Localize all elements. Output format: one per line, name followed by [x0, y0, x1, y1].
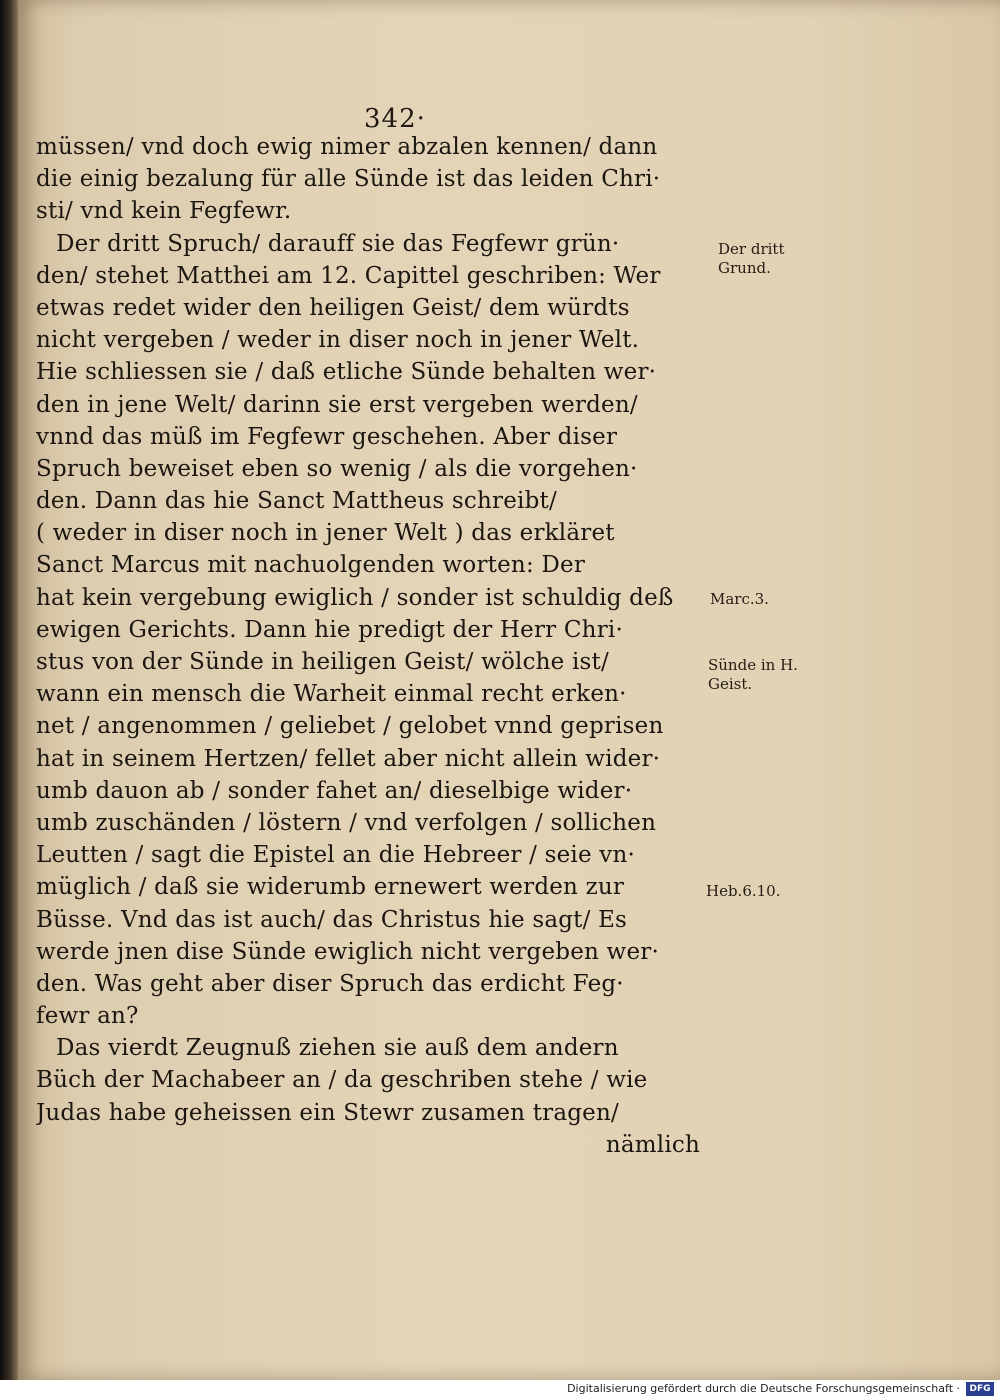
text-line: den. Dann das hie Sanct Mattheus schreibt/: [36, 488, 557, 515]
catchword: nämlich: [605, 1131, 700, 1158]
page-number: 342·: [364, 104, 426, 134]
margin-note-line: Sünde in H.: [708, 656, 798, 674]
text-line: hat kein vergebung ewiglich / sonder ist schuldig deß: [36, 584, 674, 611]
margin-note-line: Der dritt: [718, 240, 785, 258]
digitization-footer: [0, 1380, 1000, 1400]
text-line: sti/ vnd kein Fegfewr.: [36, 198, 292, 225]
text-line: umb dauon ab / sonder fahet an/ dieselbige wider·: [36, 777, 633, 804]
margin-note-line: Geist.: [708, 675, 753, 693]
text-line: den in jene Welt/ darinn sie erst vergeben werden/: [36, 391, 638, 418]
text-line: Sanct Marcus mit nachuolgenden worten: Der: [36, 552, 586, 579]
margin-note-line: Heb.6.10.: [706, 882, 781, 900]
text-line: Leutten / sagt die Epistel an die Hebreer / seie vn·: [36, 842, 635, 869]
text-line: vnnd das müß im Fegfewr geschehen. Aber diser: [36, 423, 618, 450]
margin-note-line: Marc.3.: [710, 590, 769, 608]
margin-note-dritt-grund: [718, 240, 784, 278]
text-line: Das vierdt Zeugnuß ziehen sie auß dem andern: [56, 1035, 619, 1062]
funding-credit: Digitalisierung gefördert durch die Deutsche Forschungsgemeinschaft ·: [567, 1382, 960, 1395]
text-line: stus von der Sünde in heiligen Geist/ wölche ist/: [36, 649, 609, 675]
text-line: ( weder in diser noch in jener Welt ) das erkläret: [36, 520, 615, 547]
text-line: Hie schliessen sie / daß etliche Sünde behalten wer·: [36, 359, 657, 386]
text-line: ewigen Gerichts. Dann hie predigt der Herr Chri·: [36, 616, 623, 643]
text-line: umb zuschänden / löstern / vnd verfolgen / sollichen: [36, 809, 657, 836]
margin-note-line: Grund.: [718, 259, 771, 277]
text-line: werde jnen dise Sünde ewiglich nicht vergeben wer·: [36, 938, 659, 965]
text-line: Judas habe geheissen ein Stewr zusamen tragen/: [36, 1099, 619, 1126]
text-line: Büsse. Vnd das ist auch/ das Christus hie sagt/ Es: [36, 906, 628, 933]
text-line: wann ein mensch die Warheit einmal recht erken·: [36, 681, 627, 708]
text-line: Spruch beweiset eben so wenig / als die vorgehen·: [36, 455, 638, 482]
text-line: müglich / daß sie widerumb ernewert werden zur: [36, 874, 625, 901]
text-line: etwas redet wider den heiligen Geist/ dem würdts: [36, 294, 630, 321]
margin-note-marc: [710, 590, 769, 609]
text-line: net / angenommen / geliebet / gelobet vnnd geprisen: [36, 713, 664, 740]
text-line: hat in seinem Hertzen/ fellet aber nicht allein wider·: [36, 745, 661, 772]
page-gutter-shadow: [0, 0, 18, 1380]
text-line: nicht vergeben / weder in diser noch in jener Welt.: [36, 327, 640, 354]
text-line: den. Was geht aber diser Spruch das erdicht Feg·: [36, 970, 624, 997]
text-line: Der dritt Spruch/ darauff sie das Fegfewr grün·: [56, 230, 620, 257]
margin-note-suende: [708, 656, 798, 694]
text-line: fewr an?: [36, 1003, 139, 1030]
text-line: den/ stehet Matthei am 12. Capittel geschriben: Wer: [36, 262, 661, 289]
margin-note-heb: [706, 882, 781, 901]
text-line: die einig bezalung für alle Sünde ist das leiden Chri·: [36, 166, 661, 193]
body-text: [36, 131, 712, 1161]
dfg-logo: DFG: [966, 1382, 994, 1396]
text-line: Büch der Machabeer an / da geschriben stehe / wie: [36, 1067, 648, 1094]
text-line: müssen/ vnd doch ewig nimer abzalen kennen/ dann: [36, 134, 658, 160]
